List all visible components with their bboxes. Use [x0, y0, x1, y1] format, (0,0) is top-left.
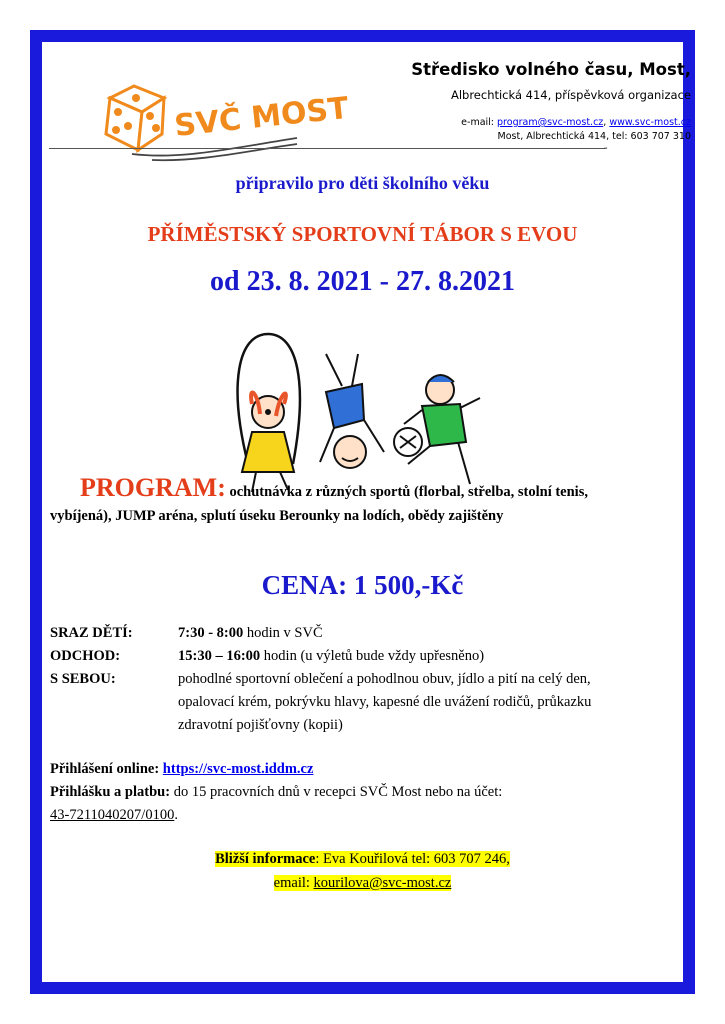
detail-key: SRAZ DĚTÍ:: [50, 625, 133, 641]
price: CENA: 1 500,-Kč: [261, 570, 464, 600]
detail-row: [50, 668, 610, 737]
detail-value: [178, 668, 610, 737]
boy-handstand-icon: [320, 354, 384, 468]
detail-key: S SEBOU:: [50, 671, 116, 687]
more-info-label: Bližší informace: [215, 851, 316, 867]
detail-value: [178, 622, 610, 645]
more-info-text: : Eva Kouřilová tel: 603 707 246,: [315, 851, 510, 867]
contact-separator: ,: [603, 117, 607, 128]
program-section: [50, 473, 620, 528]
org-name: Středisko volného času, Most,: [411, 60, 691, 79]
org-website-link[interactable]: www.svc-most.cz: [609, 117, 691, 128]
org-postal-line: Most, Albrechtická 414, tel: 603 707 310: [497, 131, 691, 142]
more-info-email-line: [274, 875, 452, 891]
org-contact: [411, 116, 691, 144]
detail-row: [50, 622, 610, 645]
payment-label: Přihlášku a platbu:: [50, 784, 171, 800]
details-list: [50, 622, 610, 737]
detail-text: hodin (u výletů bude vždy upřesněno): [260, 648, 485, 664]
bank-account: 43-7211040207/0100: [50, 807, 175, 823]
organization-info: [411, 60, 691, 144]
registration-section: [50, 758, 610, 827]
logo-text: SVČ MOST: [172, 90, 351, 144]
svc-most-logo: [72, 58, 351, 168]
camp-dates: od 23. 8. 2021 - 27. 8.2021: [210, 266, 515, 297]
online-registration-link[interactable]: https://svc-most.iddm.cz: [162, 761, 314, 777]
bank-account-end: .: [174, 807, 178, 823]
more-info-section: [0, 847, 725, 895]
detail-value: [178, 645, 610, 668]
org-address: Albrechtická 414, příspěvková organizace: [450, 88, 691, 102]
more-info-line: [215, 851, 510, 867]
org-email-link[interactable]: program@svc-most.cz: [497, 117, 604, 128]
boy-soccer-icon: [394, 375, 480, 484]
more-info-email-link[interactable]: kourilova@svc-most.cz: [313, 875, 452, 891]
camp-title: PŘÍMĚSTSKÝ SPORTOVNÍ TÁBOR S EVOU: [147, 222, 578, 246]
detail-row: [50, 645, 610, 668]
payment-text: do 15 pracovních dnů v recepci SVČ Most nebo na účet:: [170, 784, 503, 800]
program-label: PROGRAM:: [80, 473, 226, 502]
detail-key: ODCHOD:: [50, 648, 121, 664]
intro-text: připravilo pro děti školního věku: [235, 173, 490, 193]
detail-time: 7:30 - 8:00: [178, 625, 244, 641]
online-registration-label: Přihlášení online:: [50, 761, 160, 777]
email-label: e-mail:: [461, 117, 494, 128]
girl-jump-rope-icon: [238, 334, 300, 492]
detail-text: hodin v SVČ: [243, 625, 323, 641]
program-text: ochutnávka z různých sportů (florbal, střelba, stolní tenis, vybíjená), JUMP aréna, splutí úseku Berounky na lodích, obědy zajištěny: [50, 484, 588, 524]
dice-icon: [106, 86, 164, 150]
detail-text: pohodlné sportovní oblečení a pohodlnou obuv, jídlo a pití na celý den, opalovací krém, pokrývku hlavy, kapesné dle uvážení rodičů, průkazku zdravotní pojišťovny (kopii): [178, 671, 592, 733]
more-info-email-label: email:: [273, 875, 310, 891]
detail-time: 15:30 – 16:00: [178, 648, 261, 664]
header-divider: [49, 148, 605, 149]
header-divider-dash: -: [604, 143, 608, 154]
